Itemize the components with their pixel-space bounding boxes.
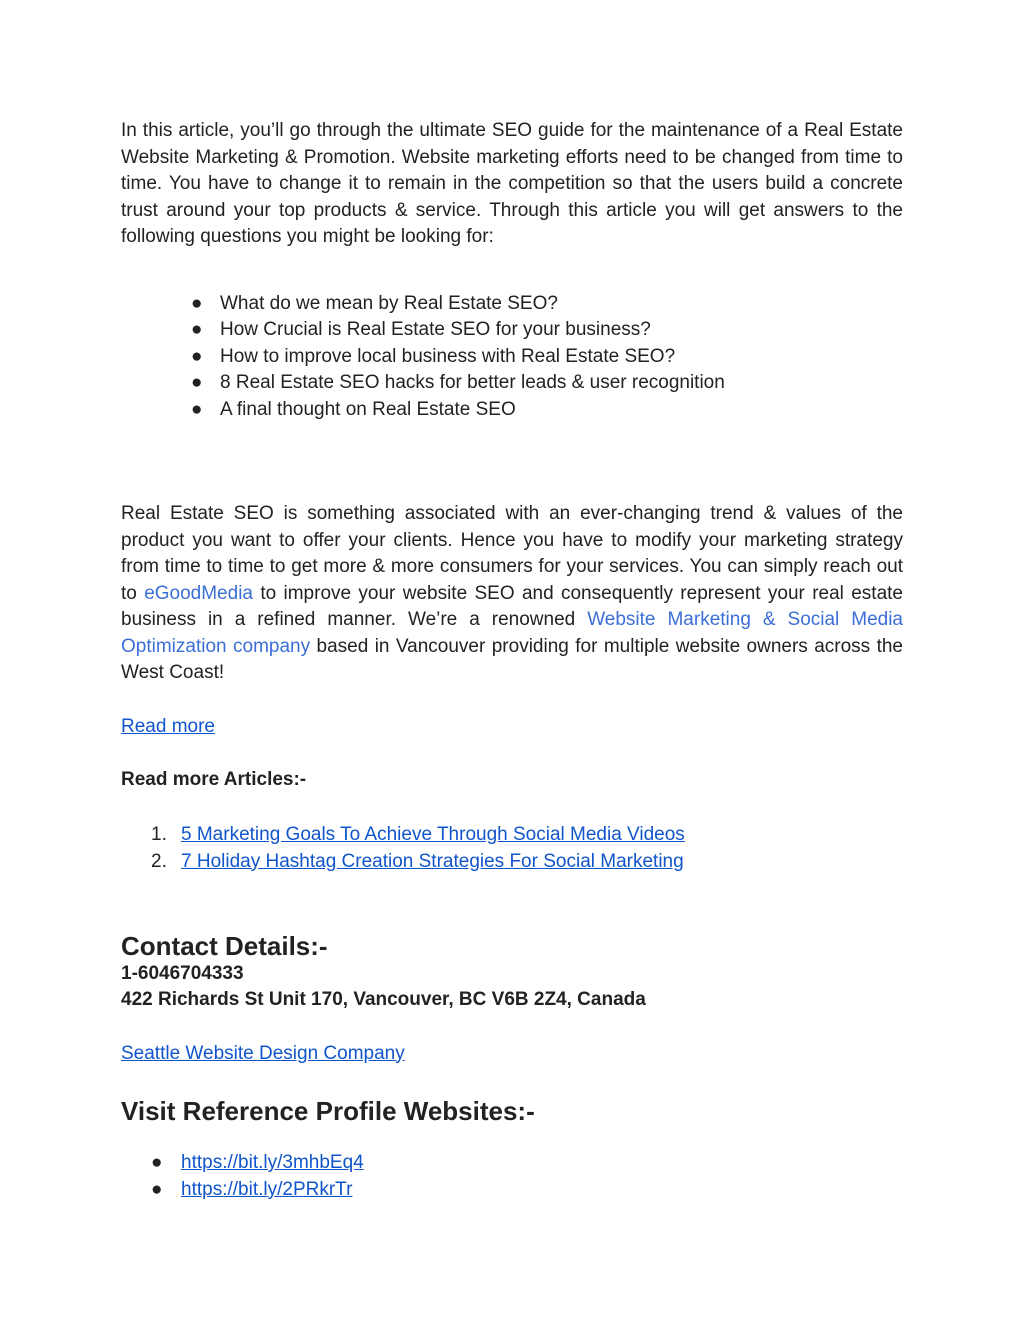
contact-heading: Contact Details:-	[121, 930, 328, 961]
list-item	[121, 1177, 903, 1204]
body-paragraph: Real Estate SEO is something associated with an ever-changing trend & values of the product you want to offer your clients. Hence you have to modify your marketing strategy from time to time to get more & more consumers for your services. You can simply reach out to eGoodMedia to improve your website SEO and consequently represent your real estate business in a refined manner. We’re a renowned Website Marketing & Social Media Optimization company based in Vancouver providing for multiple website owners across the West Coast!	[121, 503, 904, 683]
bullet-icon: ●	[151, 1152, 163, 1173]
seattle-website-design-link[interactable]: Seattle Website Design Company	[121, 1042, 405, 1064]
article-link-2[interactable]: 7 Holiday Hashtag Creation Strategies For Social Marketing	[181, 850, 684, 872]
list-item: 1. 5 Marketing Goals To Achieve Through Social Media Videos	[151, 823, 685, 845]
document-body	[121, 118, 903, 1203]
bullet-icon: ●	[191, 292, 203, 314]
articles-heading: Read more Articles:-	[121, 769, 307, 790]
contact-phone: 1-6046704333	[121, 962, 244, 984]
egoodmedia-link[interactable]: eGoodMedia	[144, 582, 253, 604]
website-marketing-company-link[interactable]: Website Marketing & Social Media Optimization company	[121, 609, 903, 657]
list-item: ● 8 Real Estate SEO hacks for better leads & user recognition	[121, 370, 903, 397]
bullet-icon: ●	[191, 319, 203, 340]
read-more-link[interactable]: Read more	[121, 715, 215, 737]
list-item: ● What do we mean by Real Estate SEO?	[121, 291, 903, 318]
profile-link-2[interactable]: https://bit.ly/2PRkrTr	[181, 1178, 353, 1200]
profiles-heading: Visit Reference Profile Websites:-	[121, 1096, 535, 1126]
bullet-icon: ●	[191, 398, 203, 420]
bullet-icon: ●	[191, 372, 203, 393]
articles-list	[121, 821, 903, 875]
list-item: 2. 7 Holiday Hashtag Creation Strategies For Social Marketing	[151, 850, 684, 872]
bullet-icon: ●	[151, 1178, 163, 1200]
list-item: ● How Crucial is Real Estate SEO for your business?	[121, 317, 903, 344]
article-link-1[interactable]: 5 Marketing Goals To Achieve Through Social Media Videos	[181, 823, 685, 845]
bullet-icon: ●	[191, 345, 203, 367]
profile-link-1[interactable]: https://bit.ly/3mhbEq4	[181, 1152, 364, 1173]
list-item	[121, 1150, 903, 1177]
profile-links-list	[121, 1150, 903, 1203]
contact-address: 422 Richards St Unit 170, Vancouver, BC V6B 2Z4, Canada	[121, 989, 646, 1010]
list-item: ● How to improve local business with Real Estate SEO?	[121, 344, 903, 371]
intro-paragraph: In this article, you’ll go through the ultimate SEO guide for the maintenance of a Real Estate Website Marketing & Promotion. Website marketing efforts need to be changed from time to time. You have to change it to remain in the competition so that the users build a concrete trust around your top products & service. Through this article you will get answers to the following questions you might be looking for:	[121, 120, 903, 247]
questions-list	[121, 291, 903, 424]
list-item: ● A final thought on Real Estate SEO	[121, 397, 903, 424]
